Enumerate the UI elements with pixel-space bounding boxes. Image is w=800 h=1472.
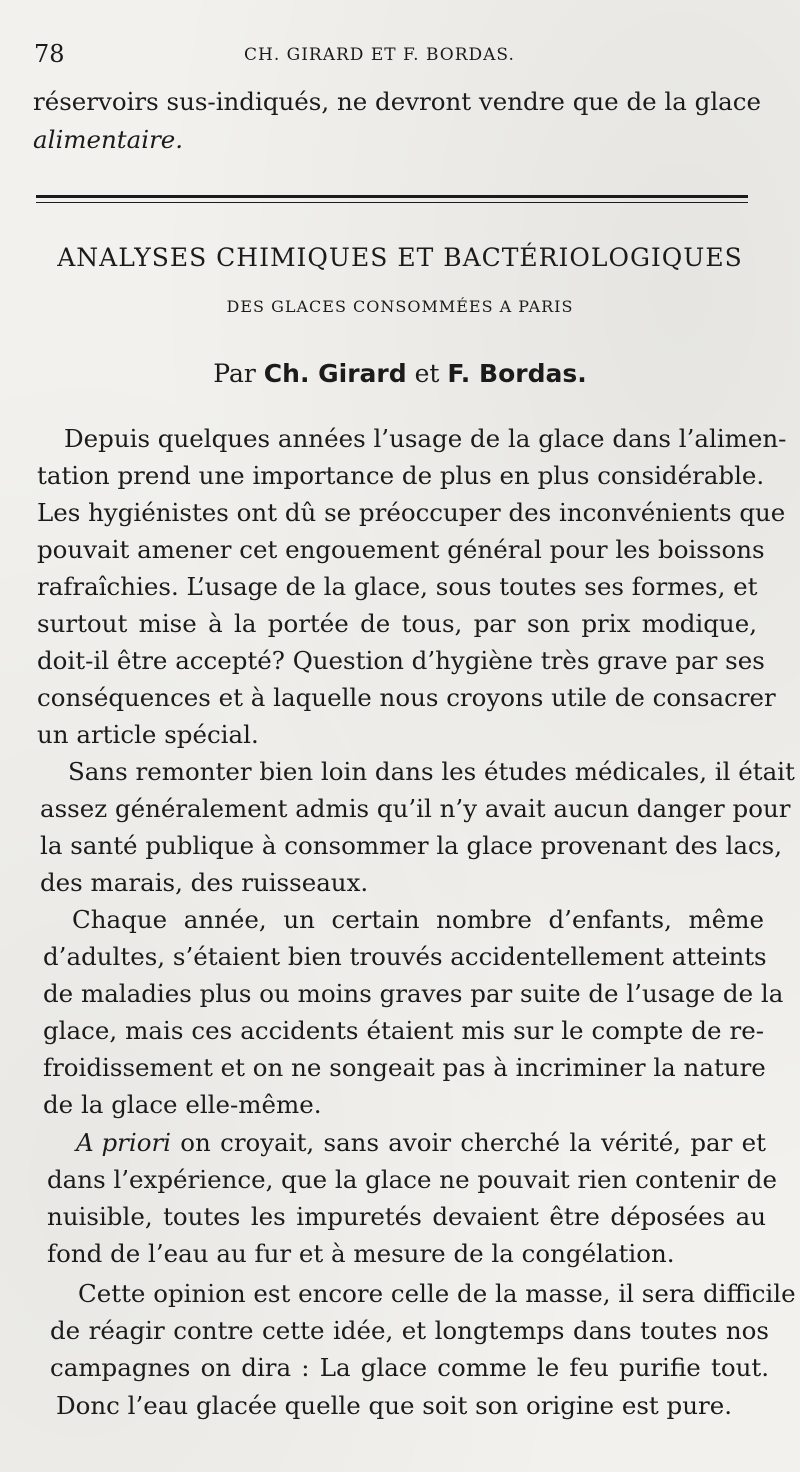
paragraph-line: Les hygiénistes ont dû se préoccuper des inconvénients que (37, 498, 786, 527)
article-subtitle: DES GLACES CONSOMMÉES A PARIS (226, 297, 574, 316)
paragraph-line: tation prend une importance de plus en plus considérable. (37, 461, 765, 490)
paragraph-line: Donc l’eau glacée quelle que soit son origine est pure. (56, 1391, 733, 1420)
paragraph-line: froidissement et on ne songeait pas à incriminer la nature (43, 1053, 766, 1082)
paragraph-line: fond de l’eau au fur et à mesure de la congélation. (47, 1239, 675, 1268)
intro-line: réservoirs sus-indiqués, ne devront vendre que de la glace (33, 87, 762, 116)
author-girard: Ch. Girard (263, 359, 407, 388)
author-bordas: F. Bordas. (447, 359, 587, 388)
paragraph-line: Chaque année, un certain nombre d’enfants, même (72, 905, 764, 934)
paragraph-line: pouvait amener cet engouement général pour les boissons (37, 535, 765, 564)
paragraph-line: Sans remonter bien loin dans les études médicales, il était (68, 757, 795, 786)
paragraph-line: des marais, des ruisseaux. (40, 868, 369, 897)
paragraph-line: de la glace elle-même. (43, 1090, 322, 1119)
paragraph-line: la santé publique à consommer la glace provenant des lacs, (40, 831, 783, 860)
section-rule-thick (36, 195, 748, 198)
paragraph-line: nuisible, toutes les impuretés devaient être déposées au (47, 1202, 766, 1231)
article-title: ANALYSES CHIMIQUES ET BACTÉRIOLOGIQUES (57, 243, 743, 272)
paragraph-line: de maladies plus ou moins graves par suite de l’usage de la (43, 979, 784, 1008)
paragraph-line: doit-il être accepté? Question d’hygiène très grave par ses (37, 646, 765, 675)
paragraph-line: d’adultes, s’étaient bien trouvés accidentellement atteints (43, 942, 767, 971)
a-priori-phrase: A priori (76, 1128, 172, 1157)
page-number: 78 (34, 40, 65, 68)
paragraph-line: assez généralement admis qu’il n’y avait aucun danger pour (40, 794, 791, 823)
paragraph-line: conséquences et à laquelle nous croyons utile de consacrer (37, 683, 776, 712)
paragraph-line: surtout mise à la portée de tous, par son prix modique, (37, 609, 757, 638)
byline-prefix: Par (213, 359, 256, 388)
section-rule-thin (36, 202, 748, 203)
running-title: CH. GIRARD ET F. BORDAS. (244, 45, 515, 65)
intro-line: alimentaire. (33, 125, 184, 154)
paragraph-line: glace, mais ces accidents étaient mis sur le compte de re- (43, 1016, 764, 1045)
article-byline (0, 359, 800, 388)
paragraph-line: dans l’expérience, que la glace ne pouvait rien contenir de (47, 1165, 777, 1194)
paragraph-line-rest: on croyait, sans avoir cherché la vérité, par et (171, 1128, 766, 1157)
paragraph-line: Depuis quelques années l’usage de la glace dans l’alimen- (64, 424, 787, 453)
paragraph-line (76, 1128, 766, 1158)
paragraph-line: rafraîchies. L’usage de la glace, sous toutes ses formes, et (37, 572, 758, 601)
paragraph-line: campagnes on dira : La glace comme le feu purifie tout. (50, 1353, 769, 1382)
running-header (34, 40, 764, 70)
paragraph-line: de réagir contre cette idée, et longtemps dans toutes nos (50, 1316, 769, 1345)
paragraph-line: Cette opinion est encore celle de la masse, il sera difficile (78, 1279, 796, 1308)
byline-and: et (414, 359, 440, 388)
paragraph-line: un article spécial. (37, 720, 259, 749)
